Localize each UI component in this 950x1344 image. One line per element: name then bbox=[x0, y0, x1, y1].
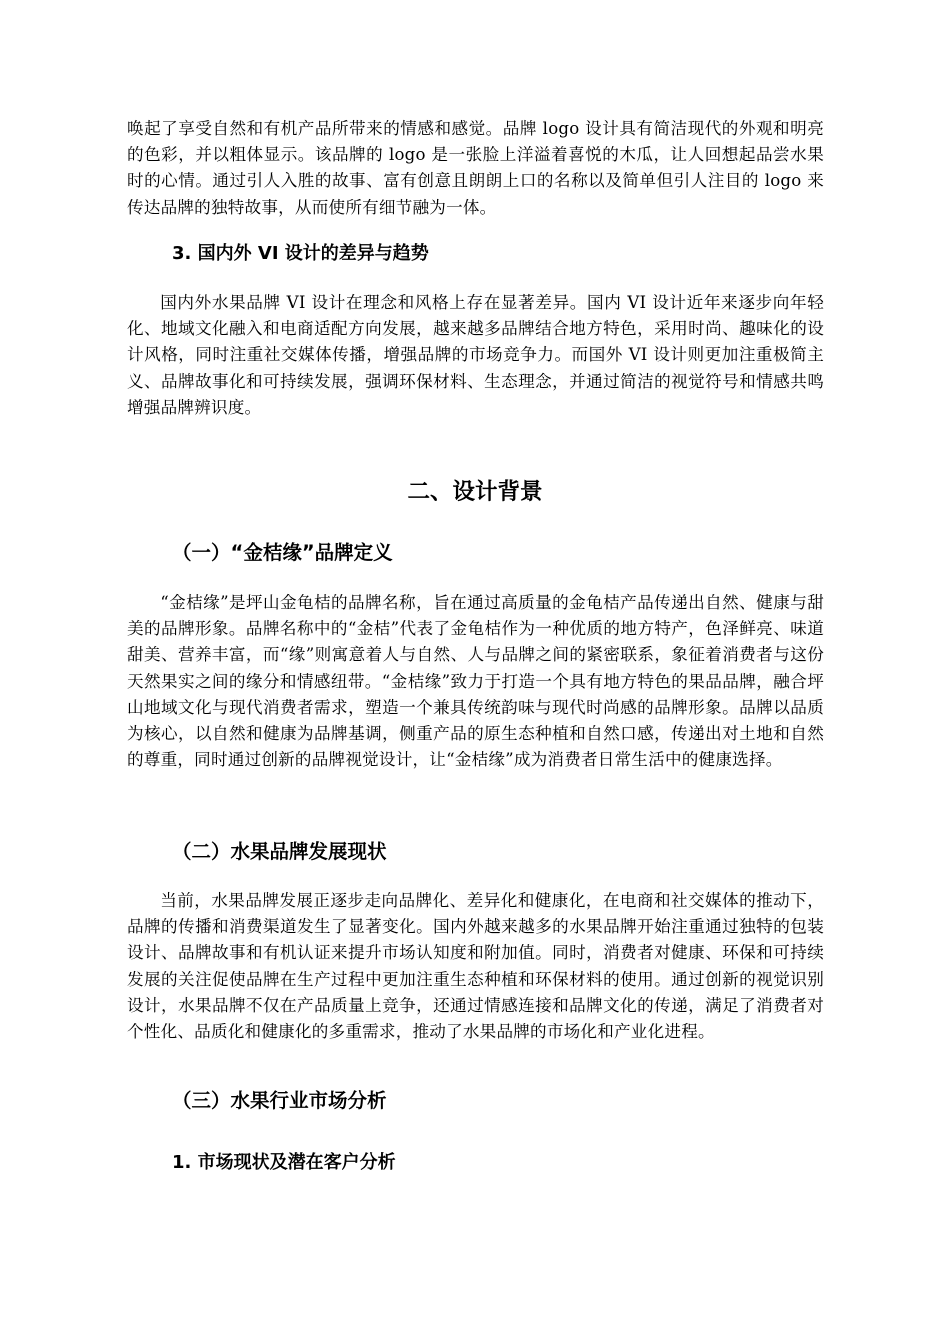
chapter-title: 二、设计背景 bbox=[407, 479, 543, 505]
brand-definition-paragraph: “金桔缘”是坪山金龟桔的品牌名称，旨在通过高质量的金龟桔产品传递出自然、健康与甜美的品牌形象。品牌名称中的“金桔”代表了金龟桔作为一种优质的地方特产，色泽鲜亮、味道甜美、营养丰富，而“缘”则寓意着人与自然、人与品牌之间的紧密联系，象征着消费者与这份天然果实之间的缘分和情感纽带。“金桔缘”致力于打造一个具有地方特色的果品品牌，融合坪山地域文化与现代消费者需求，塑造一个兼具传统韵味与现代时尚感的品牌形象。品牌以品质为核心，以自然和健康为品牌基调，侧重产品的原生态种植和自然口感，传递出对土地和自然的尊重，同时通过创新的品牌视觉设计，让“金桔缘”成为消费者日常生活中的健康选择。 bbox=[127, 593, 824, 770]
brand-status-paragraph: 当前，水果品牌发展正逐步走向品牌化、差异化和健康化，在电商和社交媒体的推动下，品牌的传播和消费渠道发生了显著变化。国内外越来越多的水果品牌开始注重通过独特的包装设计、品牌故事和有机认证来提升市场认知度和附加值。同时，消费者对健康、环保和可持续发展的关注促使品牌在生产过程中更加注重生态种植和环保材料的使用。通过创新的视觉识别设计，水果品牌不仅在产品质量上竞争，还通过情感连接和品牌文化的传递，满足了消费者对个性化、品质化和健康化的多重需求，推动了水果品牌的市场化和产业化进程。 bbox=[127, 891, 824, 1042]
vi-difference-paragraph: 国内外水果品牌 VI 设计在理念和风格上存在显著差异。国内 VI 设计近年来逐步向年轻化、地域文化融入和电商适配方向发展，越来越多品牌结合地方特色，采用时尚、趣味化的设计风格，同时注重社交媒体传播，增强品牌的市场竞争力。而国外 VI 设计则更加注重极简主义、品牌故事化和可持续发展，强调环保材料、生态理念，并通过简洁的视觉符号和情感共鸣增强品牌辨识度。 bbox=[127, 293, 824, 417]
market-analysis-heading: （三）水果行业市场分析 bbox=[172, 1089, 387, 1112]
brand-definition-heading: （一）“金桔缘”品牌定义 bbox=[172, 541, 393, 564]
brand-status-heading: （二）水果品牌发展现状 bbox=[172, 840, 387, 863]
market-status-subheading: 1. 市场现状及潜在客户分析 bbox=[172, 1152, 396, 1173]
vi-difference-heading: 3. 国内外 VI 设计的差异与趋势 bbox=[172, 243, 429, 264]
intro-paragraph: 唤起了享受自然和有机产品所带来的情感和感觉。品牌 logo 设计具有简洁现代的外观和明亮的色彩，并以粗体显示。该品牌的 logo 是一张脸上洋溢着喜悦的木瓜，让人回想起品尝水果时的心情。通过引人入胜的故事、富有创意且朗朗上口的名称以及简单但引人注目的 logo 来传达品牌的独特故事，从而使所有细节融为一体。 bbox=[127, 119, 824, 217]
